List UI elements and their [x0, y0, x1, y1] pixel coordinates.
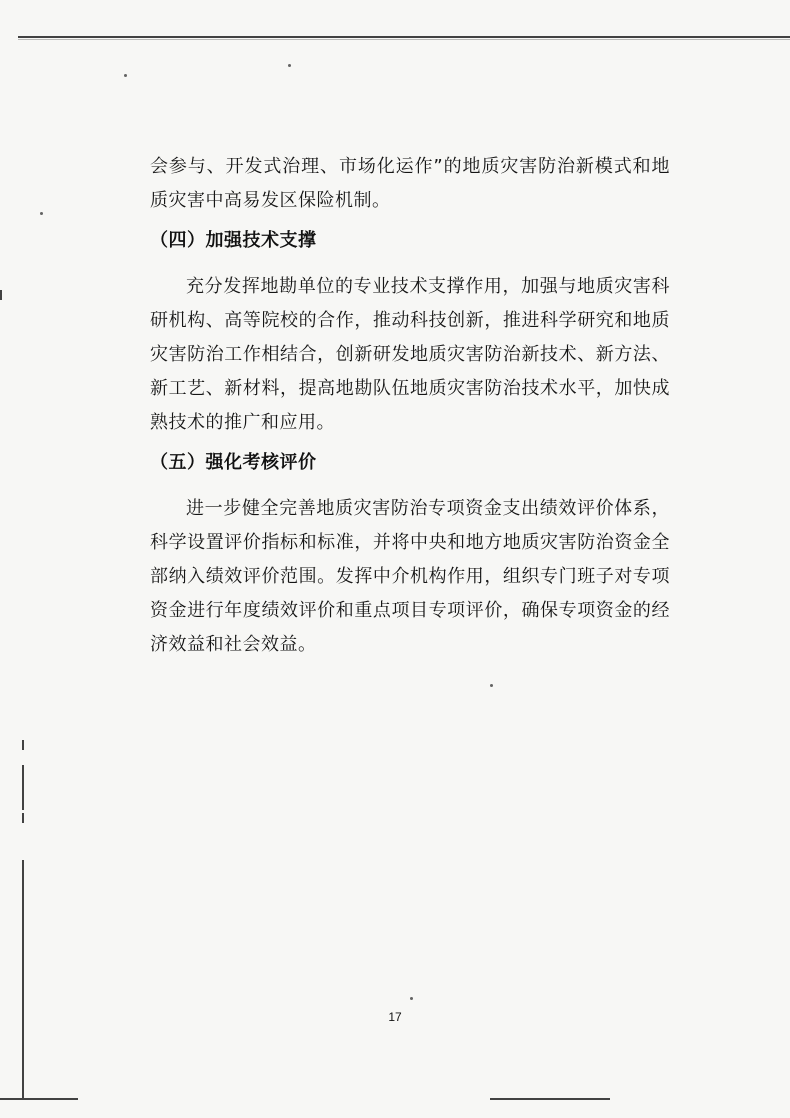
- section-spacer-4: [150, 260, 670, 270]
- intro-paragraph: 会参与、开发式治理、市场化运作”的地质灾害防治新模式和地质灾害中高易发区保险机制。: [150, 156, 670, 211]
- section-spacer-5: [150, 482, 670, 492]
- scan-left-mark-4: [22, 813, 24, 823]
- scan-left-mark-2: [22, 740, 24, 750]
- section-heading-5: （五）强化考核评价: [150, 452, 317, 473]
- scan-left-mark-1: [0, 290, 2, 300]
- scan-top-rule: [18, 36, 790, 38]
- section-body-4: 充分发挥地勘单位的专业技术支撑作用，加强与地质灾害科研机构、高等院校的合作，推动科技创新，推进科学研究和地质灾害防治工作相结合，创新研发地质灾害防治新技术、新方法、新工艺、新材料，提高地勘队伍地质灾害防治技术水平，加快成熟技术的推广和应用。: [150, 276, 670, 433]
- scan-bottom-rule-1: [0, 1098, 78, 1100]
- scan-top-rule-shadow: [18, 39, 790, 40]
- scan-dot-3: [40, 212, 43, 215]
- section-body-5: 进一步健全完善地质灾害防治专项资金支出绩效评价体系，科学设置评价指标和标准，并将中央和地方地质灾害防治资金全部纳入绩效评价范围。发挥中介机构作用，组织专门班子对专项资金进行年度绩效评价和重点项目专项评价，确保专项资金的经济效益和社会效益。: [150, 498, 670, 655]
- document-body: [150, 150, 670, 662]
- scan-bottom-rule-2: [490, 1098, 610, 1100]
- page-number: 17: [388, 1010, 402, 1024]
- scan-left-mark-5: [22, 860, 24, 1098]
- scan-dot-2: [288, 64, 291, 67]
- scan-dot-5: [410, 997, 413, 1000]
- scan-left-mark-3: [22, 765, 24, 810]
- section-heading-4: （四）加强技术支撑: [150, 230, 317, 251]
- scan-dot-4: [490, 684, 493, 687]
- scan-dot-1: [124, 74, 127, 77]
